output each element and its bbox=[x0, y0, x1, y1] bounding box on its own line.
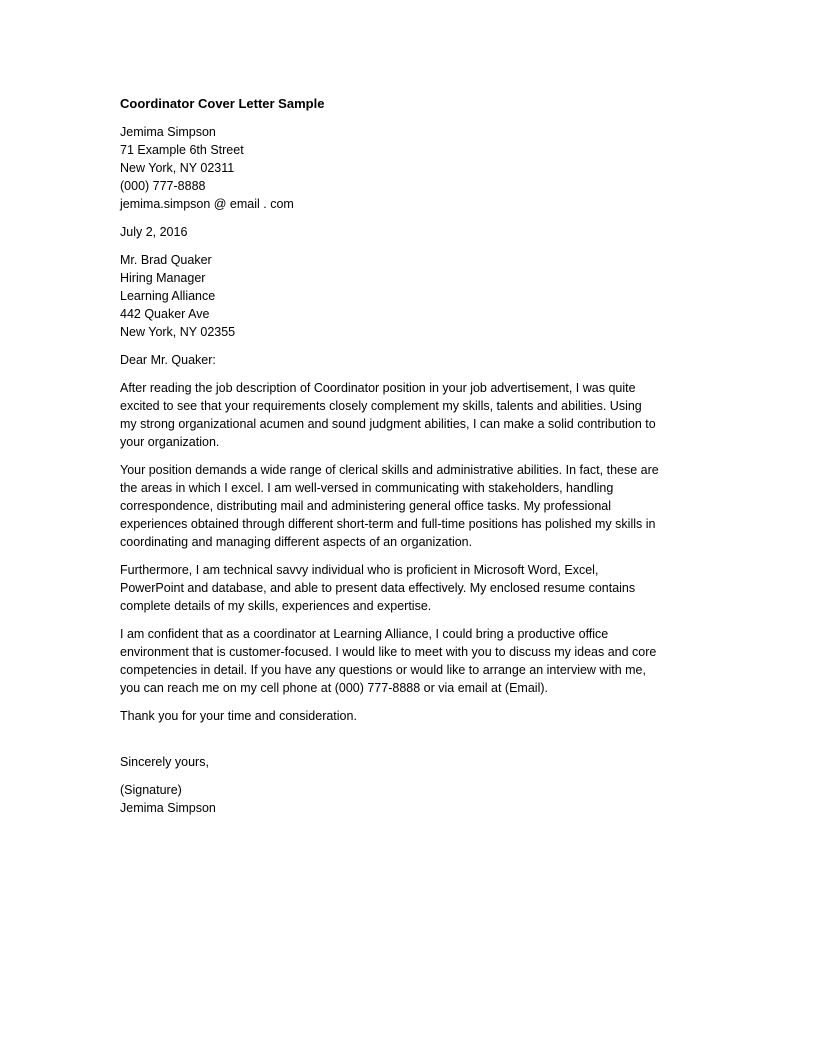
signature-name: Jemima Simpson bbox=[120, 801, 216, 815]
body-paragraph-2 bbox=[120, 461, 700, 551]
paragraph-line: complete details of my skills, experiences and expertise. bbox=[120, 599, 432, 613]
sender-address bbox=[120, 123, 700, 213]
paragraph-line: After reading the job description of Coordinator position in your job advertisement, I was quite bbox=[120, 381, 636, 395]
sender-city: New York, NY 02311 bbox=[120, 161, 235, 175]
paragraph-line: my strong organizational acumen and sound judgment abilities, I can make a solid contribution to bbox=[120, 417, 656, 431]
paragraph-line: experiences obtained through different short-term and full-time positions has polished my skills in bbox=[120, 517, 656, 531]
body-paragraph-5 bbox=[120, 707, 700, 725]
document-title: Coordinator Cover Letter Sample bbox=[120, 96, 325, 111]
paragraph-line: PowerPoint and database, and able to present data effectively. My enclosed resume contains bbox=[120, 581, 636, 595]
paragraph-line: you can reach me on my cell phone at (000) 777-8888 or via email at (Email). bbox=[120, 681, 548, 695]
sender-email: jemima.simpson @ email . com bbox=[120, 197, 294, 211]
signature-block bbox=[120, 781, 700, 817]
paragraph-line: correspondence, distributing mail and administering general office tasks. My professional bbox=[120, 499, 611, 513]
paragraph-line: Your position demands a wide range of clerical skills and administrative abilities. In fact, these are bbox=[120, 463, 659, 477]
recipient-name: Mr. Brad Quaker bbox=[120, 253, 212, 267]
paragraph-line: the areas in which I excel. I am well-versed in communicating with stakeholders, handling bbox=[120, 481, 614, 495]
letter-date: July 2, 2016 bbox=[120, 225, 188, 239]
body-paragraph-3 bbox=[120, 561, 700, 615]
body-paragraph-4 bbox=[120, 625, 700, 697]
paragraph-line: Furthermore, I am technical savvy individual who is proficient in Microsoft Word, Excel, bbox=[120, 563, 599, 577]
paragraph-line: competencies in detail. If you have any questions or would like to arrange an interview with me, bbox=[120, 663, 646, 677]
letter-page bbox=[120, 95, 700, 827]
paragraph-line: coordinating and managing different aspects of an organization. bbox=[120, 535, 473, 549]
salutation: Dear Mr. Quaker: bbox=[120, 353, 216, 367]
recipient-city: New York, NY 02355 bbox=[120, 325, 236, 339]
sender-name: Jemima Simpson bbox=[120, 125, 216, 139]
paragraph-line: Thank you for your time and consideration. bbox=[120, 709, 357, 723]
recipient-title: Hiring Manager bbox=[120, 271, 206, 285]
recipient-company: Learning Alliance bbox=[120, 289, 216, 303]
paragraph-line: environment that is customer-focused. I would like to meet with you to discuss my ideas and core bbox=[120, 645, 657, 659]
sender-phone: (000) 777-8888 bbox=[120, 179, 206, 193]
paragraph-line: I am confident that as a coordinator at Learning Alliance, I could bring a productive office bbox=[120, 627, 609, 641]
paragraph-line: your organization. bbox=[120, 435, 220, 449]
recipient-street: 442 Quaker Ave bbox=[120, 307, 210, 321]
closing: Sincerely yours, bbox=[120, 755, 209, 769]
body-paragraph-1 bbox=[120, 379, 700, 451]
sender-street: 71 Example 6th Street bbox=[120, 143, 244, 157]
paragraph-line: excited to see that your requirements closely complement my skills, talents and abilities. Using bbox=[120, 399, 642, 413]
signature-placeholder: (Signature) bbox=[120, 783, 182, 797]
recipient-address bbox=[120, 251, 700, 341]
